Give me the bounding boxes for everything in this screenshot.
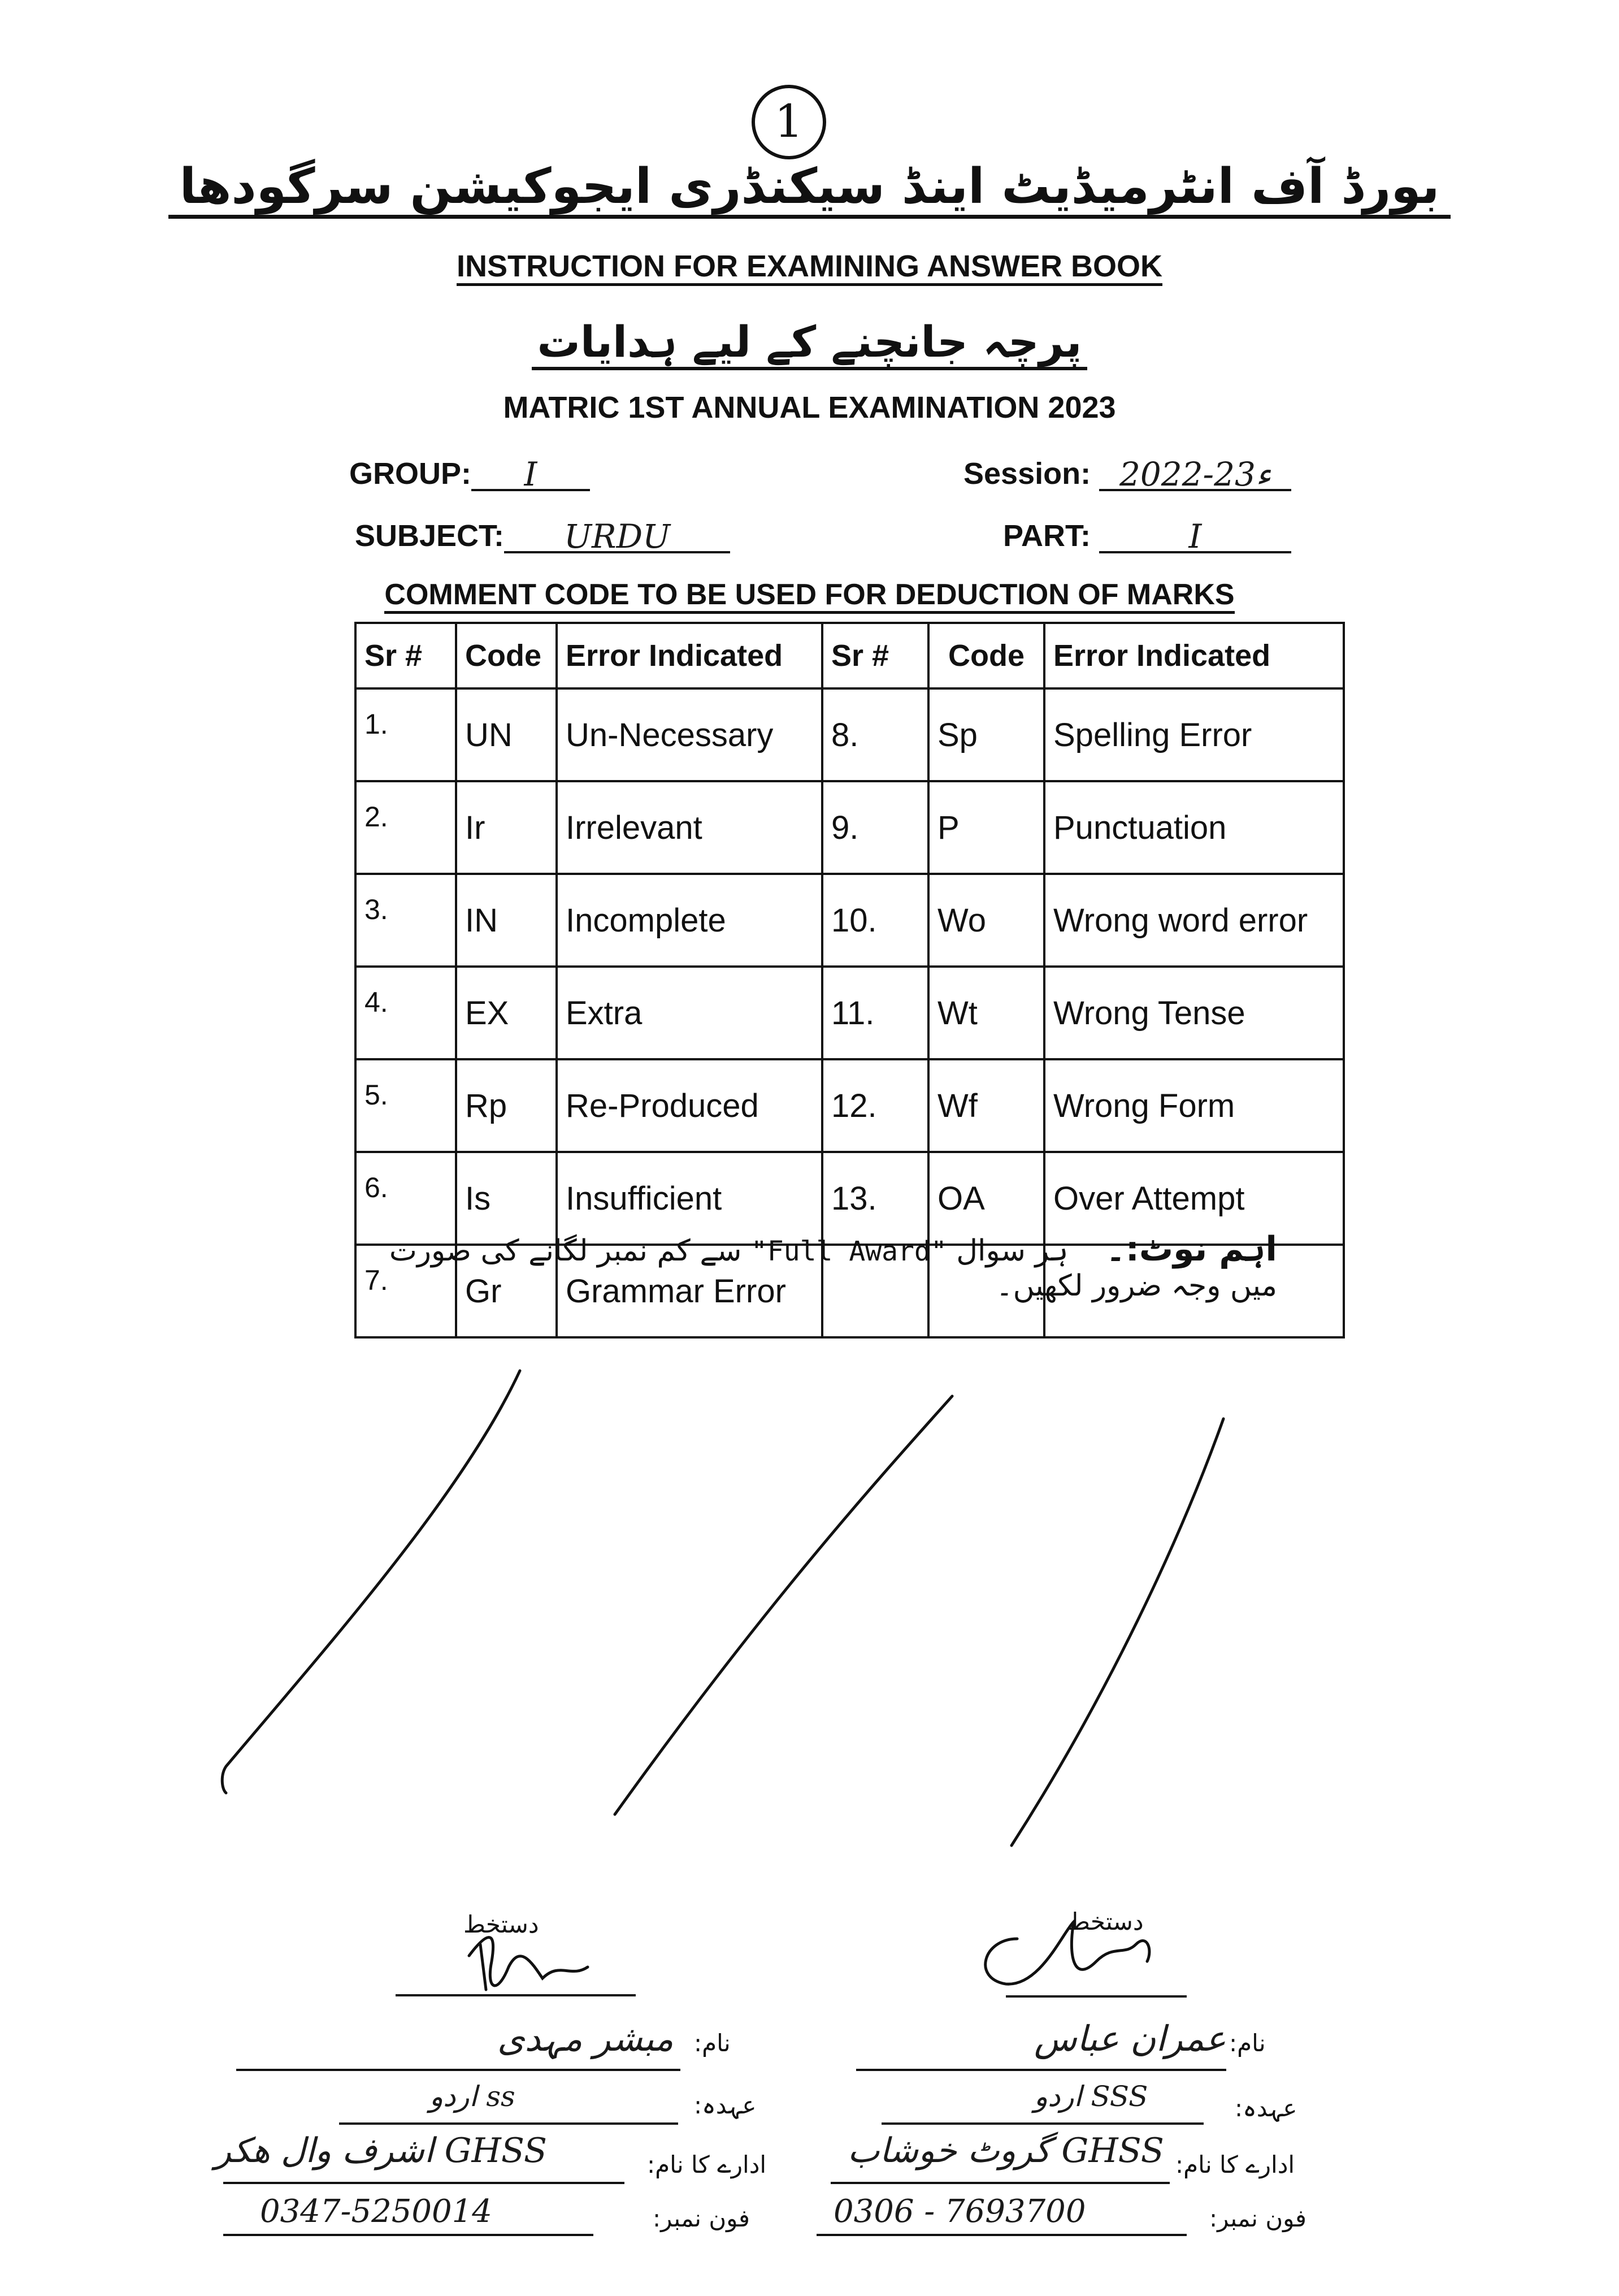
part-label: PART:: [1003, 519, 1091, 553]
table-cell: P: [928, 781, 1044, 874]
right-name-line: [856, 2069, 1226, 2071]
left-sign-line: [396, 1994, 636, 1996]
note-award: "Full Award": [750, 1236, 947, 1267]
urdu-instruction-title-text: پرچہ جانچنے کے لیے ہدایات: [532, 317, 1088, 370]
table-cell: Punctuation: [1044, 781, 1344, 874]
right-name-label: نام:: [1229, 2029, 1266, 2057]
table-cell: 6.: [355, 1152, 456, 1245]
table-cell: Wt: [928, 967, 1044, 1059]
page-number: 1: [752, 85, 826, 159]
table-cell: Ir: [456, 781, 557, 874]
table-cell: Spelling Error: [1044, 688, 1344, 781]
table-cell: IN: [456, 874, 557, 967]
left-designation-value: ss اردو: [429, 2080, 515, 2113]
table-header-cell: Error Indicated: [557, 623, 822, 688]
table-cell: 10.: [822, 874, 928, 967]
table-cell: Wo: [928, 874, 1044, 967]
right-institution-label: ادارے کا نام:: [1175, 2151, 1295, 2178]
table-header-cell: Sr #: [355, 623, 456, 688]
left-institution-value: GHSS اشرف وال ھکر: [215, 2131, 547, 2171]
left-designation-label: عہدہ:: [694, 2091, 757, 2119]
table-cell: UN: [456, 688, 557, 781]
table-header-cell: Sr #: [822, 623, 928, 688]
group-value: I: [471, 455, 590, 491]
left-designation-line: [339, 2122, 678, 2125]
table-header-cell: Code: [928, 623, 1044, 688]
subject-label: SUBJECT:: [355, 519, 505, 553]
table-cell: Irrelevant: [557, 781, 822, 874]
table-cell: 2.: [355, 781, 456, 874]
right-sign-label: دستخط: [1068, 1908, 1144, 1935]
table-cell: 13.: [822, 1152, 928, 1245]
instruction-title-text: INSTRUCTION FOR EXAMINING ANSWER BOOK: [457, 249, 1162, 286]
table-cell: Wf: [928, 1059, 1044, 1152]
table-cell: 5.: [355, 1059, 456, 1152]
table-cell: 9.: [822, 781, 928, 874]
cancel-stroke-middle: [615, 1396, 952, 1814]
table-cell: Extra: [557, 967, 822, 1059]
right-designation-value: SSS اردو: [1034, 2080, 1148, 2113]
left-sign-label: دستخط: [463, 1911, 539, 1938]
left-phone-value: 0347-5250014: [260, 2193, 492, 2230]
signature-left: [469, 1938, 588, 1990]
table-cell: 8.: [822, 688, 928, 781]
table-cell: Wrong Tense: [1044, 967, 1344, 1059]
table-cell: OA: [928, 1152, 1044, 1245]
left-phone-label: فون نمبر:: [653, 2204, 750, 2232]
right-institution-line: [831, 2182, 1170, 2184]
table-cell: Grammar Error: [557, 1245, 822, 1337]
right-designation-label: عہدہ:: [1235, 2094, 1297, 2122]
note-label: اہم نوٹ:۔: [1105, 1229, 1277, 1269]
right-phone-line: [817, 2234, 1187, 2236]
table-cell: Incomplete: [557, 874, 822, 967]
table-cell: 3.: [355, 874, 456, 967]
session-value: 2022-23ء: [1099, 455, 1291, 491]
right-institution-value: GHSS گروٹ خوشاب: [848, 2131, 1164, 2171]
table-cell: 1.: [355, 688, 456, 781]
table-header-cell: Code: [456, 623, 557, 688]
table-cell: Wrong Form: [1044, 1059, 1344, 1152]
left-name-value: مبشر مہدی: [497, 2018, 674, 2059]
table-header-cell: Error Indicated: [1044, 623, 1344, 688]
cancel-stroke-left: [222, 1371, 520, 1793]
table-cell: Un-Necessary: [557, 688, 822, 781]
cancel-stroke-right: [1012, 1419, 1223, 1846]
table-cell: Wrong word error: [1044, 874, 1344, 967]
left-phone-line: [223, 2234, 593, 2236]
table-cell: Re-Produced: [557, 1059, 822, 1152]
table-cell: 11.: [822, 967, 928, 1059]
table-cell: EX: [456, 967, 557, 1059]
left-name-line: [236, 2069, 680, 2071]
left-name-label: نام:: [694, 2029, 731, 2057]
table-cell: 7.: [355, 1245, 456, 1337]
left-institution-line: [223, 2182, 624, 2184]
subject-value: URDU: [504, 517, 730, 553]
session-label: Session:: [963, 457, 1091, 491]
group-label: GROUP:: [349, 457, 471, 491]
comment-title-text: COMMENT CODE TO BE USED FOR DEDUCTION OF MARKS: [384, 578, 1234, 614]
table-cell: Gr: [456, 1245, 557, 1337]
table-cell: Over Attempt: [1044, 1152, 1344, 1245]
table-cell: Insufficient: [557, 1152, 822, 1245]
table-cell: 4.: [355, 967, 456, 1059]
table-cell: 12.: [822, 1059, 928, 1152]
table-cell: Sp: [928, 688, 1044, 781]
part-value: I: [1099, 517, 1291, 553]
right-name-value: عمران عباس: [1034, 2018, 1226, 2059]
right-designation-line: [882, 2122, 1204, 2125]
note-text-after: سے کم نمبر لگانے کی صورت میں وجہ ضرور لکھیں۔: [389, 1234, 1277, 1303]
right-phone-label: فون نمبر:: [1209, 2204, 1307, 2232]
exam-title: MATRIC 1ST ANNUAL EXAMINATION 2023: [503, 391, 1116, 424]
table-cell: Is: [456, 1152, 557, 1245]
right-phone-value: 0306 - 7693700: [834, 2193, 1086, 2230]
board-name-text: بورڈ آف انٹرمیڈیٹ اینڈ سیکنڈری ایجوکیشن سرگودھا: [168, 158, 1451, 219]
note-text-before: ہر سوال: [956, 1234, 1069, 1268]
right-sign-line: [1006, 1995, 1187, 1998]
left-institution-label: ادارے کا نام:: [647, 2151, 767, 2178]
table-cell: Rp: [456, 1059, 557, 1152]
